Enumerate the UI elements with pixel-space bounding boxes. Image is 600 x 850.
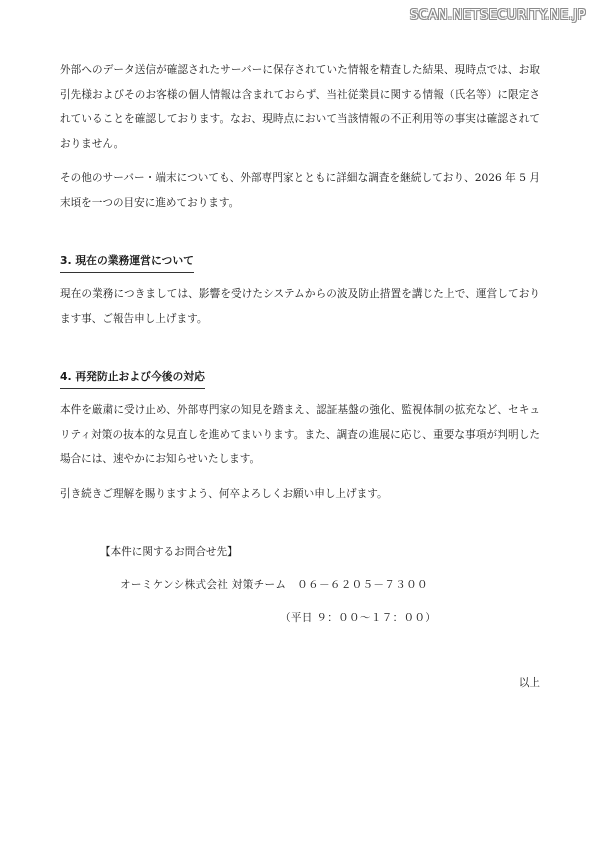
document-page	[60, 58, 540, 693]
contact-title: 【本件に関するお問合せ先】	[100, 546, 238, 558]
investigation-result-paragraph: 外部へのデータ送信が確認されたサーバーに保存されていた情報を精査した結果、現時点では、お取引先様およびそのお客様の個人情報は含まれておらず、当社従業員に関する情報（氏名等）に限定されていることを確認しております。なお、現時点において当該情報の不正利用等の事実は確認されておりません。	[60, 64, 540, 150]
section-3-heading: 3. 現在の業務運営について	[60, 251, 194, 273]
contact-hours: （平日 ９：００～１７：００）	[280, 612, 437, 624]
closing-mark: 以上	[518, 677, 540, 689]
section-3-body: 現在の業務につきましては、影響を受けたシステムからの波及防止措置を講じた上で、運営しております事、ご報告申し上げます。	[60, 288, 540, 325]
contact-block	[60, 536, 540, 635]
ongoing-investigation-paragraph: その他のサーバー・端末についても、外部専門家とともに詳細な調査を継続しており、2026 年 5 月末頃を一つの目安に進めております。	[60, 172, 540, 209]
section-4-heading: 4. 再発防止および今後の対応	[60, 367, 205, 389]
section-4-body: 本件を厳粛に受け止め、外部専門家の知見を踏まえ、認証基盤の強化、監視体制の拡充など、セキュリティ対策の抜本的な見直しを進めてまいります。また、調査の進展に応じ、重要な事項が判明した場合には、速やかにお知らせいたします。	[60, 404, 540, 465]
section-4-closing-request: 引き続きご理解を賜りますよう、何卒よろしくお願い申し上げます。	[60, 487, 388, 500]
site-watermark: SCAN.NETSECURITY.NE.JP	[409, 8, 586, 23]
contact-phone-line: オーミケンシ株式会社 対策チーム ０６－６２０５－７３００	[120, 579, 428, 591]
